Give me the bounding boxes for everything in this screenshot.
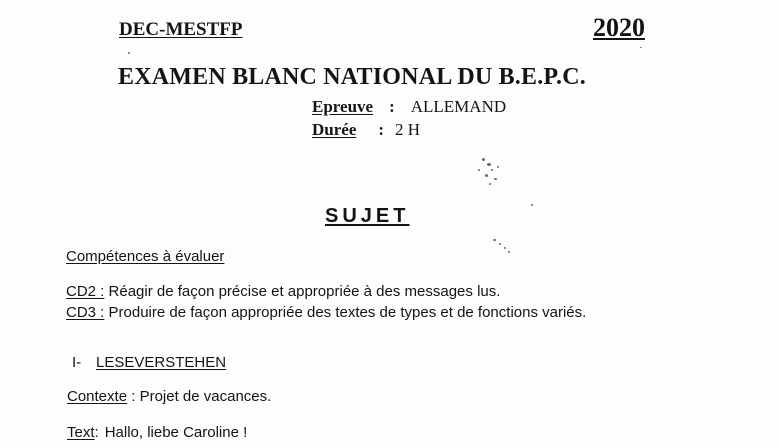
competence-code: CD2 : <box>66 283 105 300</box>
exam-title: EXAMEN BLANC NATIONAL DU B.E.P.C. <box>118 64 586 90</box>
duration-value: 2 H <box>395 120 421 139</box>
competence-code: CD3 : <box>66 304 105 321</box>
text-separator: : <box>94 424 99 441</box>
subject-label: Epreuve <box>312 97 374 116</box>
duration-row <box>312 120 420 140</box>
exam-year: 2020 <box>593 13 645 42</box>
competence-text: Réagir de façon précise et appropriée à des messages lus. <box>108 283 501 300</box>
contexte-separator: : <box>127 388 140 405</box>
competence-text: Produire de façon appropriée des textes de types et de fonctions variés. <box>108 304 587 321</box>
subject-separator: : <box>389 97 395 116</box>
organization-code: DEC-MESTFP <box>119 19 243 40</box>
section-heading <box>72 354 226 371</box>
contexte-value: Projet de vacances. <box>139 388 272 405</box>
sujet-heading: SUJET <box>325 205 410 227</box>
text-line <box>67 424 247 441</box>
section-title: LESEVERSTEHEN <box>96 354 227 371</box>
text-value: Hallo, liebe Caroline ! <box>104 424 248 441</box>
section-number: I- <box>72 354 82 371</box>
competence-item <box>66 283 500 300</box>
contexte-line <box>67 388 271 405</box>
contexte-label: Contexte <box>67 388 128 405</box>
duration-separator: : <box>378 120 385 139</box>
duration-label: Durée <box>312 120 357 139</box>
subject-row <box>312 97 506 117</box>
competences-heading: Compétences à évaluer <box>66 248 225 265</box>
text-label: Text <box>67 424 95 441</box>
subject-value: ALLEMAND <box>410 97 507 116</box>
competence-item <box>66 304 586 321</box>
